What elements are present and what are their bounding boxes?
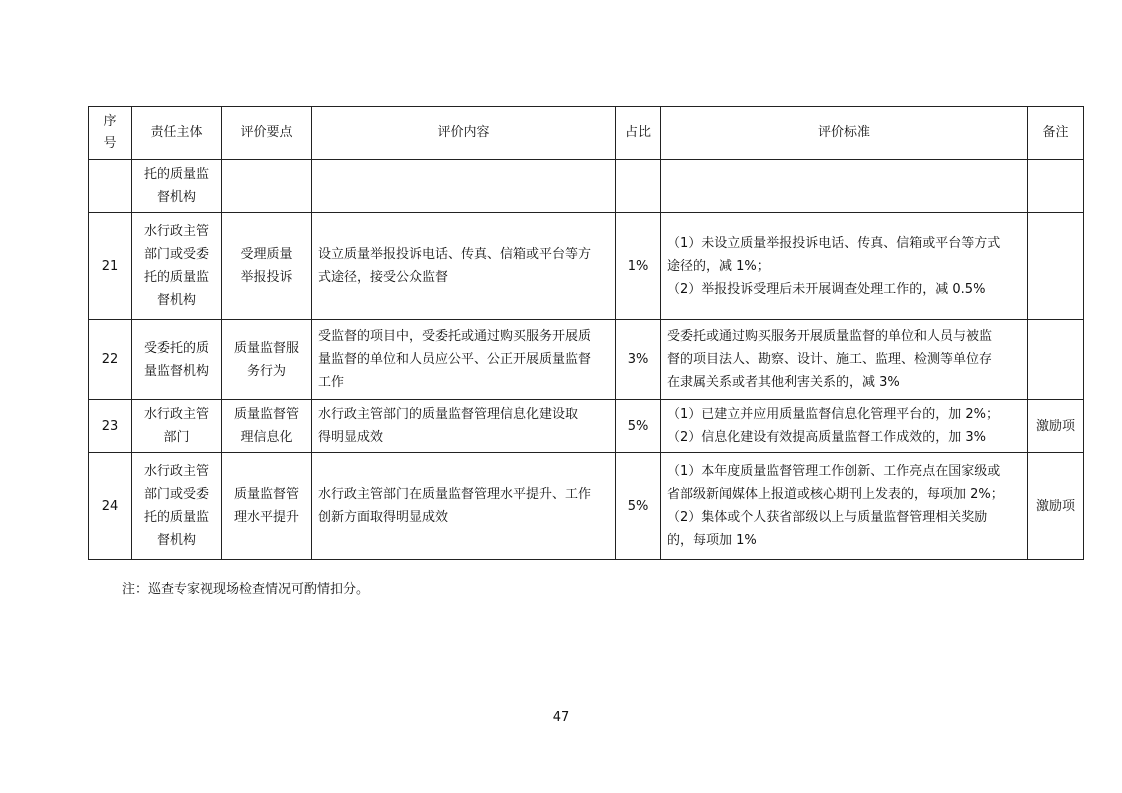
cell-standard: 受委托或通过购买服务开展质量监督的单位和人员与被监 督的项目法人、勘察、设计、施工、监理、检测等单位存 在隶属关系或者其他利害关系的，减 3% [661,320,1028,400]
cell-no: 22 [89,320,132,400]
cell-standard: （1）本年度质量监督管理工作创新、工作亮点在国家级或 省部级新闻媒体上报道或核心期刊上发表的，每项加 2%； （2）集体或个人获省部级以上与质量监督管理相关奖励 的，每项加 1% [661,453,1028,560]
evaluation-table [88,106,1084,560]
cell-ratio: 5% [616,453,661,560]
cell-no [89,160,132,213]
table-row [89,320,1084,400]
cell-point: 受理质量 举报投诉 [222,213,312,320]
page-number: 47 [552,710,570,725]
cell-no: 24 [89,453,132,560]
footnote: 注：巡查专家视现场检查情况可酌情扣分。 [122,582,370,597]
cell-note: 激励项 [1028,453,1084,560]
cell-subject: 托的质量监 督机构 [132,160,222,213]
header-no [89,107,132,160]
cell-content: 水行政主管部门在质量监督管理水平提升、工作 创新方面取得明显成效 [312,453,616,560]
cell-subject: 水行政主管 部门或受委 托的质量监 督机构 [132,213,222,320]
header-ratio: 占比 [616,107,661,160]
cell-standard: （1）未设立质量举报投诉电话、传真、信箱或平台等方式 途径的，减 1%； （2）举报投诉受理后未开展调查处理工作的，减 0.5% [661,213,1028,320]
cell-note [1028,213,1084,320]
table-header-row [89,107,1084,160]
cell-note: 激励项 [1028,400,1084,453]
cell-content: 水行政主管部门的质量监督管理信息化建设取 得明显成效 [312,400,616,453]
cell-subject: 水行政主管 部门或受委 托的质量监 督机构 [132,453,222,560]
table-row [89,453,1084,560]
table-row [89,213,1084,320]
cell-content: 受监督的项目中，受委托或通过购买服务开展质 量监督的单位和人员应公平、公正开展质量监督 工作 [312,320,616,400]
header-standard: 评价标准 [661,107,1028,160]
cell-subject: 水行政主管 部门 [132,400,222,453]
cell-point [222,160,312,213]
cell-ratio [616,160,661,213]
cell-subject: 受委托的质 量监督机构 [132,320,222,400]
header-subject: 责任主体 [132,107,222,160]
cell-content [312,160,616,213]
table-row [89,400,1084,453]
header-content: 评价内容 [312,107,616,160]
cell-no: 21 [89,213,132,320]
cell-point: 质量监督管 理信息化 [222,400,312,453]
cell-no: 23 [89,400,132,453]
cell-standard [661,160,1028,213]
cell-ratio: 3% [616,320,661,400]
cell-standard: （1）已建立并应用质量监督信息化管理平台的，加 2%； （2）信息化建设有效提高质量监督工作成效的，加 3% [661,400,1028,453]
cell-note [1028,320,1084,400]
header-note: 备注 [1028,107,1084,160]
cell-note [1028,160,1084,213]
header-point: 评价要点 [222,107,312,160]
cell-point: 质量监督管 理水平提升 [222,453,312,560]
cell-ratio: 5% [616,400,661,453]
cell-point: 质量监督服 务行为 [222,320,312,400]
header-no-line1: 序 号 [103,114,117,151]
cell-ratio: 1% [616,213,661,320]
cell-content: 设立质量举报投诉电话、传真、信箱或平台等方 式途径，接受公众监督 [312,213,616,320]
table-row [89,160,1084,213]
